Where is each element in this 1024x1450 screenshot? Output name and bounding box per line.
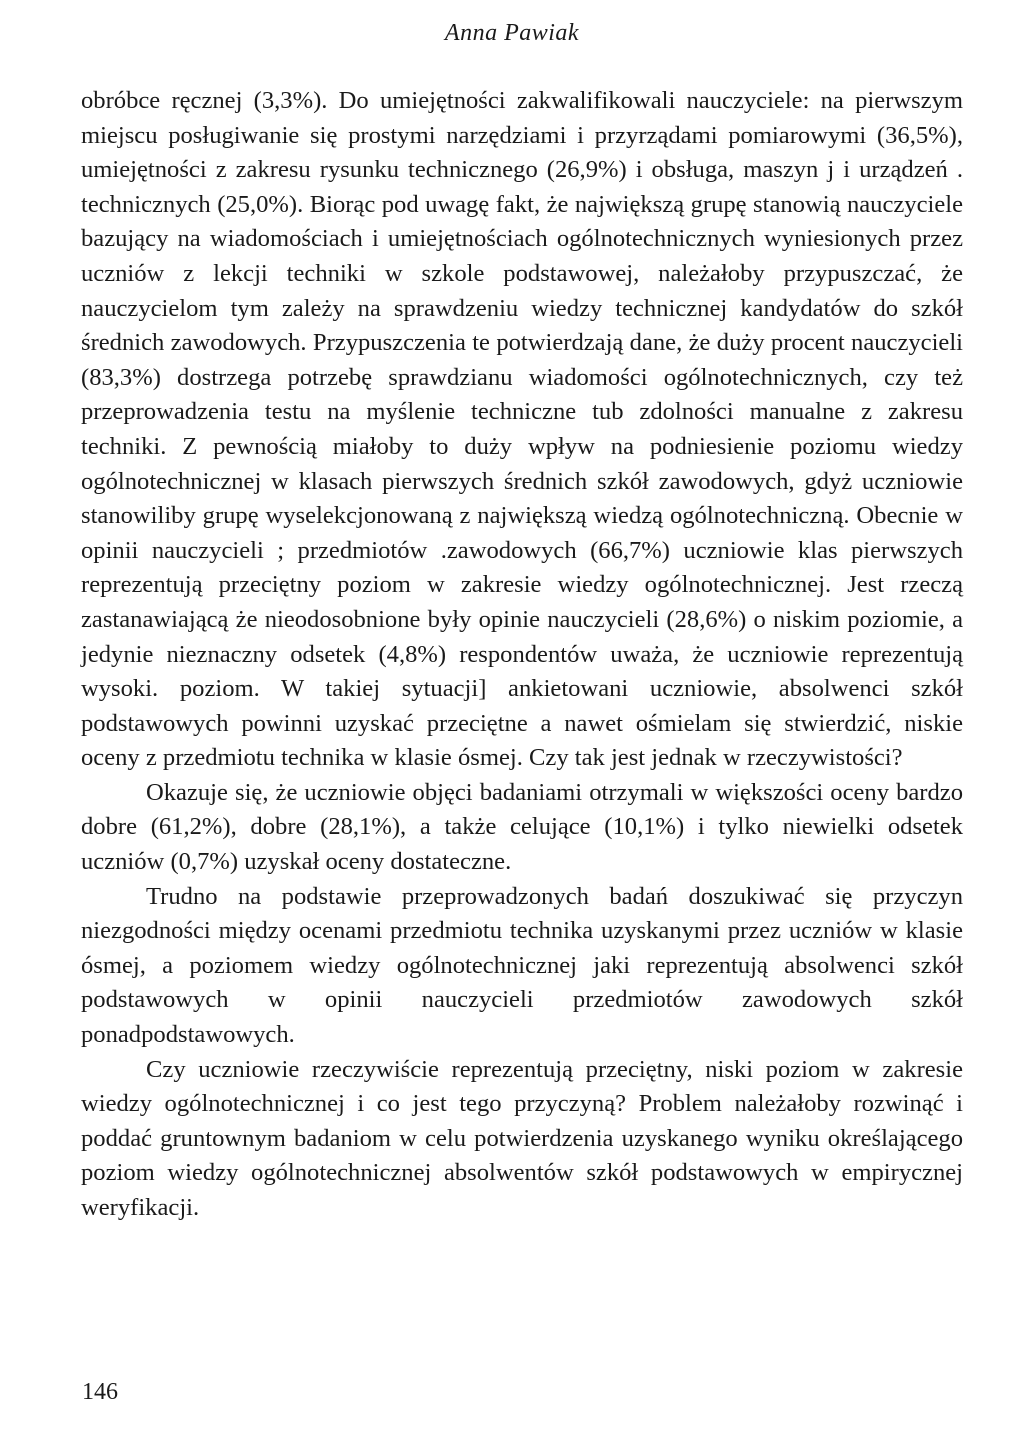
body-text	[81, 84, 963, 1226]
paragraph: Trudno na podstawie przeprowadzonych badań doszukiwać się przyczyn niezgodności między ocenami przedmiotu technika uzyskanymi przez uczniów w klasie ósmej, a poziomem wiedzy ogólnotechnicznej jaki reprezentują absolwenci szkół podstawowych w opinii nauczycieli przedmiotów zawodowych szkół ponadpodstawowych.	[81, 882, 963, 1049]
page-number: 146	[82, 1379, 118, 1405]
paragraph: Okazuje się, że uczniowie objęci badaniami otrzymali w większości oceny bardzo dobre (61,2%), dobre (28,1%), a także celujące (10,1%) i tylko niewielki odsetek uczniów (0,7%) uzyskał oceny dostateczne.	[81, 778, 963, 876]
running-head-author: Anna Pawiak	[444, 20, 580, 46]
paragraph: Czy uczniowie rzeczywiście reprezentują przeciętny, niski poziom w zakresie wiedzy ogólnotechnicznej i co jest tego przyczyną? Problem należałoby rozwinąć i poddać gruntownym badaniom w celu potwierdzenia uzyskanego wyniku określającego poziom wiedzy ogólnotechnicznej absolwentów szkół podstawowych w empirycznej weryfikacji.	[81, 1055, 963, 1221]
paragraph: obróbce ręcznej (3,3%). Do umiejętności zakwalifikowali nauczyciele: na pierwszym miejscu posługiwanie się prostymi narzędziami i przyrządami pomiarowymi (36,5%), umiejętności z zakresu rysunku technicznego (26,9%) i obsługa, maszyn j i urządzeń . technicznych (25,0%). Biorąc pod uwagę fakt, że największą grupę stanowią nauczyciele bazujący na wiadomościach i umiejętnościach ogólnotechnicznych wyniesionych przez uczniów z lekcji techniki w szkole podstawowej, należałoby przypuszczać, że nauczycielom tym zależy na sprawdzeniu wiedzy technicznej kandydatów do szkół średnich zawodowych. Przypuszczenia te potwierdzają dane, że duży procent nauczycieli (83,3%) dostrzega potrzebę sprawdzianu wiadomości ogólnotechnicznych, czy też przeprowadzenia testu na myślenie techniczne tub zdolności manualne z zakresu techniki. Z pewnością miałoby to duży wpływ na podniesienie poziomu wiedzy ogólnotechnicznej w klasach pierwszych średnich szkół zawodowych, gdyż uczniowie stanowiliby grupę wyselekcjonowaną z największą wiedzą ogólnotechniczną. Obecnie w opinii nauczycieli ; przedmiotów .zawodowych (66,7%) uczniowie klas pierwszych reprezentują przeciętny poziom w zakresie wiedzy ogólnotechnicznej. Jest rzeczą zastanawiającą że nieodosobnione były opinie nauczycieli (28,6%) o niskim poziomie, a jedynie nieznaczny odsetek (4,8%) respondentów uważa, że uczniowie reprezentują wysoki. poziom. W takiej sytuacji] ankietowani uczniowie, absolwenci szkół podstawowych powinni uzyskać przeciętne a nawet ośmielam się stwierdzić, niskie oceny z przedmiotu technika w klasie ósmej. Czy tak jest jednak w rzeczywistości?	[81, 87, 963, 772]
